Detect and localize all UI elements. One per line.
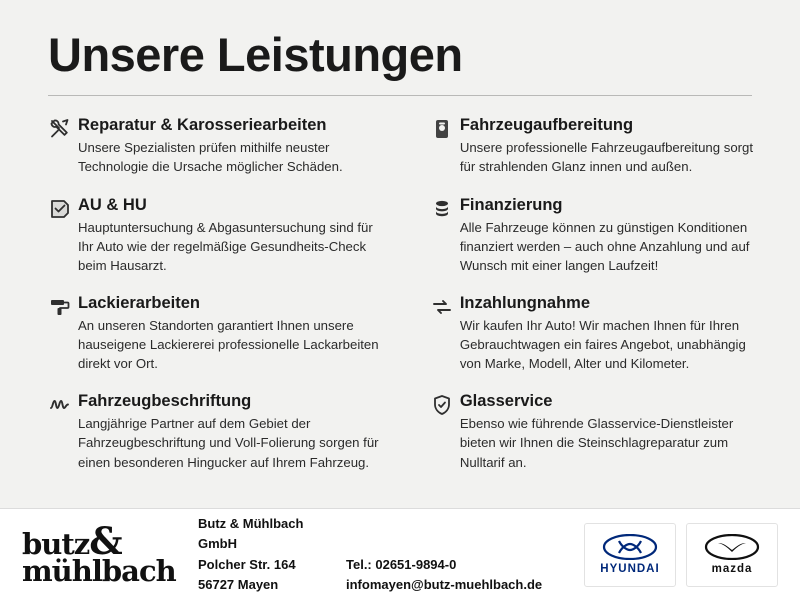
service-text [78,392,388,471]
service-item [48,116,388,176]
service-text [78,294,388,373]
signature-icon [48,393,78,419]
service-text [78,196,388,275]
service-text [78,116,388,176]
service-title: Finanzierung [459,195,563,214]
services-column-left [40,116,388,490]
coins-icon [430,197,460,223]
service-item [430,196,760,275]
service-desc: Langjährige Partner auf dem Gebiet der Fahrzeugbeschriftung und Voll-Folierung sorgen für einen besonderen Hingucker auf Ihrem Fahrzeug. [78,416,379,470]
brand-logo-mazda [686,523,778,587]
paint-roller-icon [48,295,78,321]
service-item [48,392,388,471]
services-column-right [412,116,760,490]
logo-ampersand: & [89,519,122,564]
service-title: AU & HU [78,195,147,214]
company-email[interactable]: infomayen@butz-muehlbach.de [346,576,543,592]
company-phone[interactable]: Tel.: 02651-9894-0 [346,556,457,572]
service-desc: An unseren Standorten garantiert Ihnen unsere hauseigene Lackiererei professionelle Lackarbeiten direkt vor Ort. [78,317,379,372]
service-item [48,294,388,373]
service-text [460,392,760,471]
hyundai-emblem-icon [602,534,658,560]
service-title: Inzahlungnahme [459,293,590,312]
contact-row-street [198,555,584,575]
service-text [460,116,760,176]
contact-row-name [198,514,584,554]
spray-bottle-icon [430,117,460,143]
service-item [430,392,760,471]
shield-icon [430,393,460,419]
title-divider [48,95,752,96]
exchange-arrows-icon [430,295,460,321]
service-title: Glasservice [459,392,553,411]
check-badge-icon [48,197,78,223]
service-desc: Unsere professionelle Fahrzeugaufbereitung sorgt für strahlenden Glanz innen und außen. [459,140,754,175]
service-text [460,294,760,373]
service-text [460,196,760,275]
service-title: Fahrzeugbeschriftung [78,392,252,411]
wrench-screwdriver-icon [48,117,78,143]
mazda-emblem-icon [704,534,760,560]
brand-logo-hyundai [584,523,676,587]
logo-line-2: mühlbach [22,554,176,589]
footer-bar [0,508,800,600]
company-name: Butz & Mühlbach GmbH [198,516,304,552]
service-desc: Hauptuntersuchung & Abgasuntersuchung sind für Ihr Auto wie der regelmäßige Gesundheits-Check beim Hausarzt. [78,219,373,273]
company-street: Polcher Str. 164 [198,556,296,572]
logo-line-1: butz& [22,519,122,564]
service-title: Lackierarbeiten [78,293,200,312]
service-title: Reparatur & Karosseriearbeiten [78,116,327,135]
company-city: 56727 Mayen [198,576,279,592]
service-item [430,116,760,176]
service-desc: Alle Fahrzeuge können zu günstigen Konditionen finanziert werden – auch ohne Anzahlung und auf Wunsch mit einer langen Laufzeit! [459,219,750,273]
brand-name: mazda [711,563,753,575]
company-contact [192,514,584,595]
service-desc: Unsere Spezialisten prüfen mithilfe neuster Technologie die Ursache möglicher Schäden. [78,140,343,175]
service-desc: Ebenso wie führende Glasservice-Dienstleister bieten wir Ihnen die Steinschlagreparatur zum Nulltarif an. [459,416,734,470]
brand-name: HYUNDAI [600,563,660,575]
company-logo [22,519,192,589]
brand-logos [584,523,778,587]
service-desc: Wir kaufen Ihr Auto! Wir machen Ihnen für Ihren Gebrauchtwagen ein faires Angebot, unabhängig von Marke, Modell, Alter und Kilometer. [459,317,746,372]
service-item [430,294,760,373]
contact-row-city [198,575,584,595]
services-columns [40,116,760,490]
service-item [48,196,388,275]
page-title: Unsere Leistungen [48,28,463,81]
service-title: Fahrzeugaufbereitung [459,116,634,135]
